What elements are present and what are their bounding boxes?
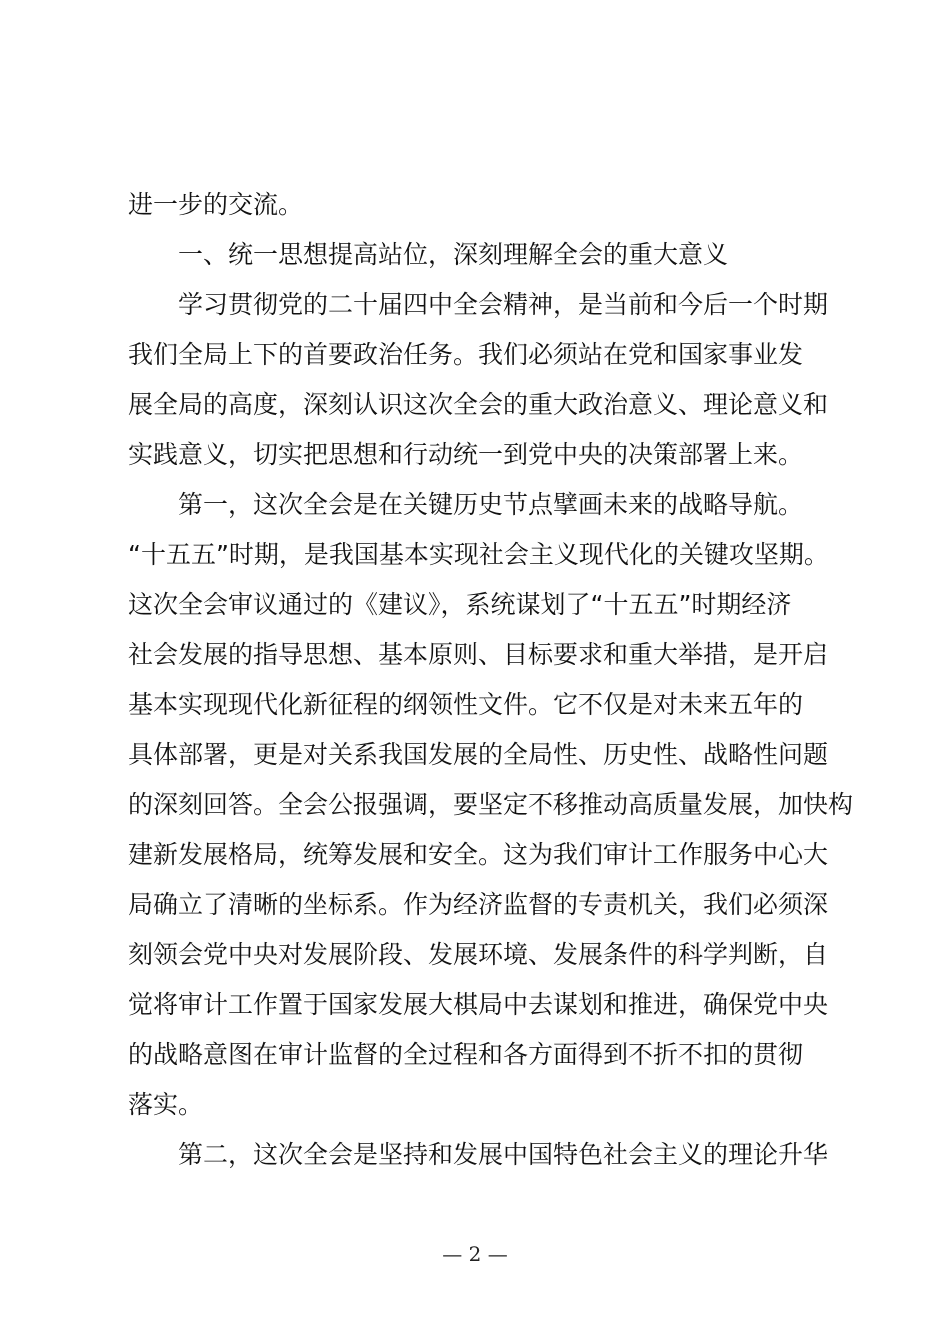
text-line bbox=[0, 885, 950, 925]
text-line bbox=[0, 535, 950, 575]
text-line bbox=[0, 585, 950, 625]
text-line-content: 这次全会审议通过的《建议》，系统谋划了“十五五”时期经济 bbox=[128, 590, 792, 619]
section-heading bbox=[0, 235, 950, 275]
text-line bbox=[0, 985, 950, 1025]
text-line-content: “十五五”时期，是我国基本实现社会主义现代化的关键攻坚期。 bbox=[128, 540, 829, 569]
text-line bbox=[0, 335, 950, 375]
text-line bbox=[0, 935, 950, 975]
text-line-content: 第一，这次全会是在关键历史节点擘画未来的战略导航。 bbox=[178, 490, 804, 519]
text-line bbox=[0, 785, 950, 825]
text-line-content: 展全局的高度，深刻认识这次全会的重大政治意义、理论意义和 bbox=[128, 390, 829, 419]
text-line-content: 社会发展的指导思想、基本原则、目标要求和重大举措，是开启 bbox=[128, 640, 829, 669]
text-line-content: 建新发展格局，统筹发展和安全。这为我们审计工作服务中心大 bbox=[128, 840, 829, 869]
text-line-content: 实践意义，切实把思想和行动统一到党中央的决策部署上来。 bbox=[128, 440, 804, 469]
text-line-content: 进一步的交流。 bbox=[128, 190, 304, 219]
text-line bbox=[0, 735, 950, 775]
text-line bbox=[0, 1035, 950, 1075]
text-line bbox=[0, 435, 950, 475]
text-line bbox=[0, 835, 950, 875]
text-line-content: 学习贯彻党的二十届四中全会精神，是当前和今后一个时期 bbox=[178, 290, 829, 319]
text-line-content: 具体部署，更是对关系我国发展的全局性、历史性、战略性问题 bbox=[128, 740, 829, 769]
text-line bbox=[0, 685, 950, 725]
text-line bbox=[0, 635, 950, 675]
text-line-content: 觉将审计工作置于国家发展大棋局中去谋划和推进，确保党中央 bbox=[128, 990, 829, 1019]
text-line-content: 局确立了清晰的坐标系。作为经济监督的专责机关，我们必须深 bbox=[128, 890, 829, 919]
text-line-content: 落实。 bbox=[128, 1090, 204, 1119]
section-heading-text: 一、统一思想提高站位，深刻理解全会的重大意义 bbox=[178, 240, 729, 269]
text-line-content: 刻领会党中央对发展阶段、发展环境、发展条件的科学判断，自 bbox=[128, 940, 829, 969]
text-line bbox=[0, 1135, 950, 1175]
text-line-content: 的战略意图在审计监督的全过程和各方面得到不折不扣的贯彻 bbox=[128, 1040, 804, 1069]
page-number: — 2 — bbox=[442, 1242, 508, 1266]
text-line-content: 我们全局上下的首要政治任务。我们必须站在党和国家事业发 bbox=[128, 340, 804, 369]
text-line bbox=[0, 385, 950, 425]
text-line bbox=[0, 485, 950, 525]
text-line bbox=[0, 285, 950, 325]
text-line bbox=[0, 185, 950, 225]
text-line-content: 基本实现现代化新征程的纲领性文件。它不仅是对未来五年的 bbox=[128, 690, 804, 719]
text-line bbox=[0, 1085, 950, 1125]
text-line-content: 的深刻回答。全会公报强调，要坚定不移推动高质量发展，加快构 bbox=[128, 790, 854, 819]
text-line-content: 第二，这次全会是坚持和发展中国特色社会主义的理论升华 bbox=[178, 1140, 829, 1169]
